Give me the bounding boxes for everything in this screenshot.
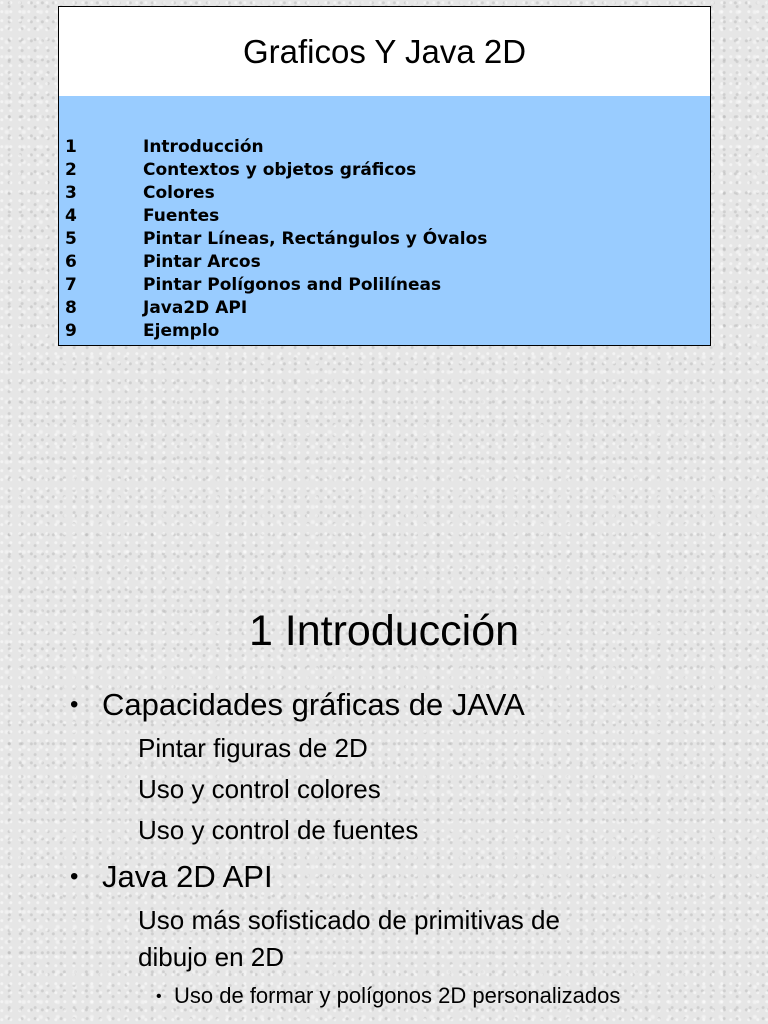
- slide-title-box: [58, 6, 711, 97]
- index-item: [65, 205, 487, 228]
- index-label: Pintar Arcos: [143, 252, 261, 272]
- index-label: Contextos y objetos gráficos: [143, 160, 417, 180]
- index-label: Introducción: [143, 137, 264, 157]
- index-number: 8: [65, 298, 77, 318]
- subsubitem-text: Uso de formar y polígonos 2D personalizados: [174, 983, 621, 1008]
- index-item: [65, 320, 487, 343]
- bullet-capacidades: [70, 685, 525, 725]
- subsubitem-formas: [156, 981, 620, 1012]
- index-label: Java2D API: [143, 298, 248, 318]
- index-number: 7: [65, 275, 77, 295]
- bullet-icon: •: [156, 988, 162, 1005]
- subitem-fuentes: Uso y control de fuentes: [138, 815, 419, 845]
- index-number: 1: [65, 137, 77, 157]
- index-item: [65, 136, 487, 159]
- slide-title: Graficos Y Java 2D: [242, 32, 527, 70]
- bullet-text: Java 2D API: [102, 859, 273, 894]
- index-item: [65, 228, 487, 251]
- index-box: [58, 96, 711, 346]
- index-label: Fuentes: [143, 206, 220, 226]
- index-label: Ejemplo: [143, 321, 220, 341]
- index-item: [65, 159, 487, 182]
- section-title: 1 Introducción: [248, 607, 520, 655]
- index-number: 2: [65, 160, 77, 180]
- subitem-pintar-figuras: Pintar figuras de 2D: [138, 733, 368, 763]
- bullet-java2d-api: [70, 857, 273, 897]
- index-label: Colores: [143, 183, 215, 203]
- index-label: Pintar Líneas, Rectángulos y Óvalos: [143, 229, 488, 249]
- index-number: 6: [65, 252, 77, 272]
- bullet-text: Capacidades gráficas de JAVA: [102, 687, 525, 722]
- subitem-primitivas-line2: dibujo en 2D: [138, 942, 284, 972]
- bullet-icon: •: [70, 691, 79, 718]
- index-item: [65, 274, 487, 297]
- index-item: [65, 297, 487, 320]
- bullet-icon: •: [70, 863, 79, 890]
- index-number: 9: [65, 321, 77, 341]
- index-item: [65, 182, 487, 205]
- subitem-colores: Uso y control colores: [138, 774, 381, 804]
- index-number: 5: [65, 229, 77, 249]
- index-label: Pintar Polígonos and Polilíneas: [143, 275, 442, 295]
- index-number: 3: [65, 183, 77, 203]
- index-number: 4: [65, 206, 77, 226]
- index-item: [65, 251, 487, 274]
- subitem-primitivas-line1: Uso más sofisticado de primitivas de: [138, 905, 560, 935]
- index-list: [65, 136, 487, 343]
